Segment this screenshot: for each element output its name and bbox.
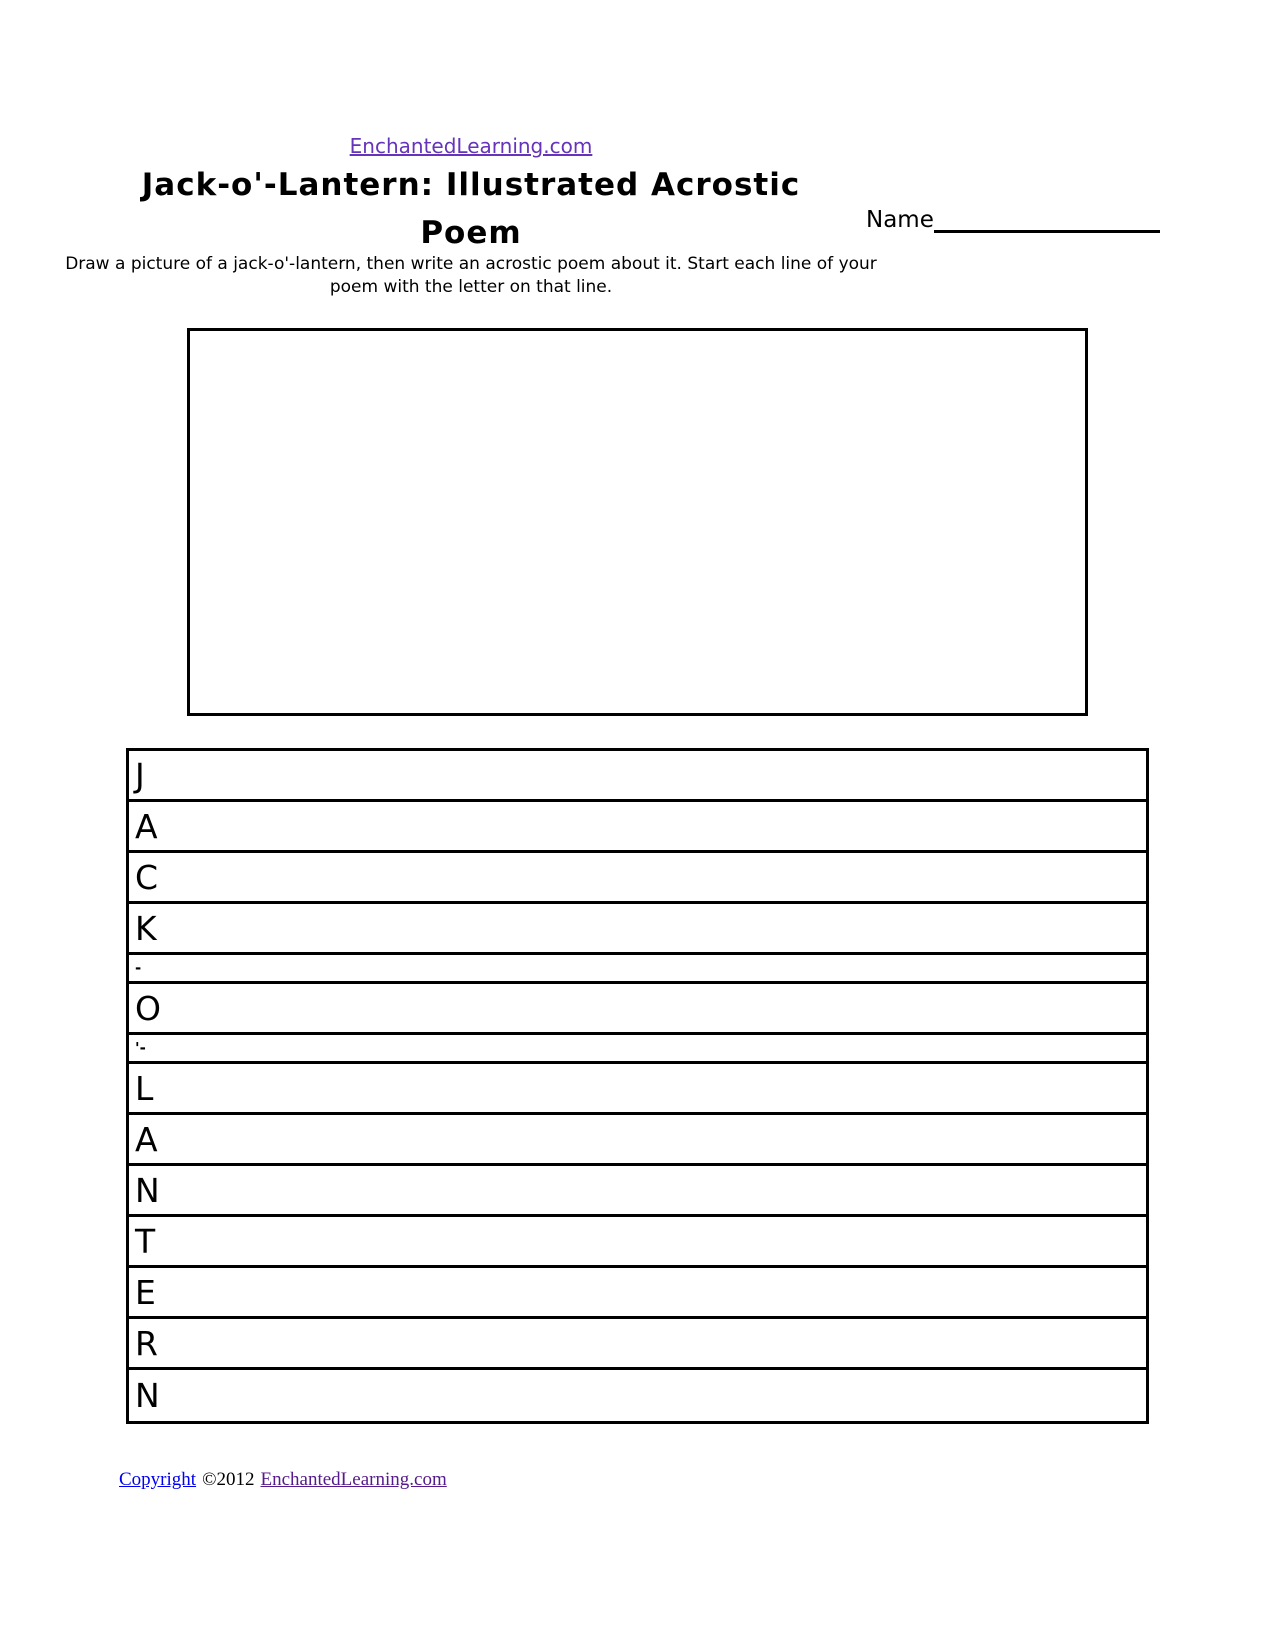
row-letter: A [135, 806, 158, 846]
row-letter: N [135, 1170, 160, 1210]
acrostic-row-- [129, 955, 1146, 984]
row-letter: C [135, 857, 159, 897]
instructions [0, 253, 942, 299]
page-title [0, 161, 942, 257]
acrostic-row-E [129, 1268, 1146, 1319]
acrostic-row-A [129, 1115, 1146, 1166]
copyright-link[interactable]: Copyright [119, 1469, 197, 1490]
row-letter: O [135, 988, 161, 1028]
acrostic-row-A [129, 802, 1146, 853]
copyright-year: ©2012 [202, 1469, 255, 1490]
row-letter: - [135, 958, 142, 977]
row-letter: N [135, 1376, 160, 1415]
acrostic-row-O [129, 984, 1146, 1035]
page-title-line1: Jack-o'-Lantern: Illustrated Acrostic [141, 167, 801, 203]
row-letter: L [135, 1068, 154, 1108]
instructions-line1: Draw a picture of a jack-o'-lantern, then write an acrostic poem about it. Start each line of your [65, 254, 877, 274]
acrostic-row-R [129, 1319, 1146, 1370]
row-letter: K [135, 908, 157, 948]
acrostic-row-'- [129, 1035, 1146, 1064]
name-field [866, 207, 1160, 233]
page-title-line2: Poem [420, 215, 522, 251]
row-letter: E [135, 1272, 156, 1312]
site-link-top[interactable]: EnchantedLearning.com [349, 134, 593, 158]
drawing-area [187, 328, 1088, 716]
acrostic-table [126, 748, 1149, 1424]
name-blank-line [934, 207, 1160, 233]
acrostic-row-N [129, 1370, 1146, 1421]
acrostic-row-L [129, 1064, 1146, 1115]
row-letter: A [135, 1119, 158, 1159]
acrostic-row-J [129, 751, 1146, 802]
acrostic-row-N [129, 1166, 1146, 1217]
acrostic-row-C [129, 853, 1146, 904]
row-letter: R [135, 1323, 158, 1363]
acrostic-row-T [129, 1217, 1146, 1268]
row-letter: '- [135, 1038, 146, 1057]
copyright-line [119, 1469, 447, 1491]
row-letter: T [135, 1221, 156, 1261]
instructions-line2: poem with the letter on that line. [329, 277, 613, 297]
site-link-footer[interactable]: EnchantedLearning.com [260, 1469, 447, 1490]
acrostic-row-K [129, 904, 1146, 955]
header [0, 134, 942, 158]
row-letter: J [135, 755, 145, 795]
name-label: Name [866, 207, 934, 233]
